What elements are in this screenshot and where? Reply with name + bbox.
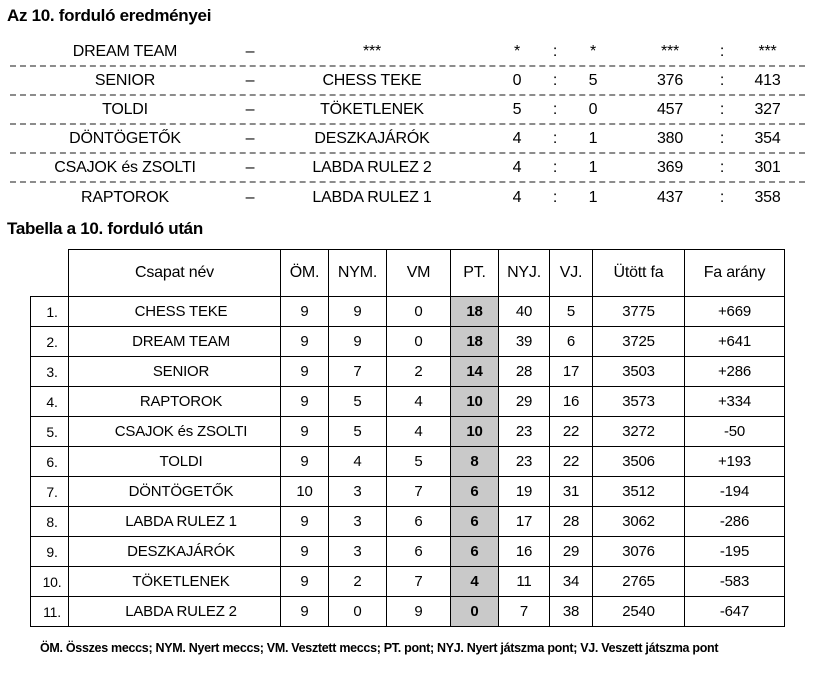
om-cell: 9 [281,357,329,387]
standings-row [31,327,785,357]
away-pins: 413 [754,71,781,89]
fa-arany-cell: -194 [685,477,785,507]
corner-cell [31,250,69,297]
column-header-vj: VJ. [550,250,593,297]
standings-title: Tabella a 10. forduló után [7,219,203,238]
pt-cell: 10 [451,387,499,417]
utott-fa-cell: 3512 [593,477,685,507]
nyj-cell: 23 [499,417,550,447]
vm-cell: 6 [387,537,451,567]
vm-cell: 6 [387,507,451,537]
om-cell: 9 [281,297,329,327]
result-row [10,183,805,212]
results-table [10,38,805,212]
fa-arany-cell: +669 [685,297,785,327]
team-name-cell: CHESS TEKE [69,297,281,327]
utott-fa-cell: 3503 [593,357,685,387]
standings-row [31,567,785,597]
pins-colon: : [719,71,725,89]
versus-dash: – [245,100,255,118]
om-cell: 9 [281,327,329,357]
utott-fa-cell: 3076 [593,537,685,567]
result-away-team: LABDA RULEZ 2 [312,158,432,176]
vj-cell: 17 [550,357,593,387]
nym-cell: 3 [329,537,387,567]
rank-cell: 11. [31,597,69,627]
away-points: 1 [588,158,598,176]
pins-colon: : [719,42,725,60]
result-home-team: TOLDI [102,100,148,118]
standings-row [31,447,785,477]
home-points: 4 [512,188,522,206]
home-pins: 437 [656,188,684,206]
pt-cell: 6 [451,507,499,537]
nym-cell: 0 [329,597,387,627]
vj-cell: 34 [550,567,593,597]
vj-cell: 5 [550,297,593,327]
team-name-cell: TÖKETLENEK [69,567,281,597]
away-points: 1 [588,129,598,147]
fa-arany-cell: -50 [685,417,785,447]
vm-cell: 0 [387,327,451,357]
vm-cell: 4 [387,417,451,447]
vj-cell: 29 [550,537,593,567]
nyj-cell: 28 [499,357,550,387]
pt-cell: 0 [451,597,499,627]
nym-cell: 9 [329,327,387,357]
nym-cell: 2 [329,567,387,597]
team-name-cell: DÖNTÖGETŐK [69,477,281,507]
result-home-team: SENIOR [94,71,156,89]
column-header-nym: NYM. [329,250,387,297]
versus-dash: – [245,129,255,147]
standings-body [31,297,785,627]
result-row [10,154,805,183]
home-points: 5 [512,100,522,118]
home-points: 4 [512,129,522,147]
utott-fa-cell: 3272 [593,417,685,447]
pt-cell: 4 [451,567,499,597]
versus-dash: – [245,188,255,206]
pt-cell: 10 [451,417,499,447]
utott-fa-cell: 2765 [593,567,685,597]
nym-cell: 3 [329,507,387,537]
om-cell: 9 [281,597,329,627]
fa-arany-cell: +286 [685,357,785,387]
rank-cell: 6. [31,447,69,477]
team-name-cell: RAPTOROK [69,387,281,417]
nyj-cell: 23 [499,447,550,477]
column-header-team: Csapat név [69,250,281,297]
home-points: 4 [512,158,522,176]
team-name-cell: DREAM TEAM [69,327,281,357]
result-away-team: CHESS TEKE [322,71,422,89]
pins-colon: : [719,129,725,147]
vj-cell: 22 [550,417,593,447]
away-pins: 301 [754,158,781,176]
pt-cell: 18 [451,297,499,327]
column-header-vm: VM [387,250,451,297]
pins-colon: : [719,100,725,118]
result-row [10,67,805,96]
team-name-cell: LABDA RULEZ 2 [69,597,281,627]
vm-cell: 9 [387,597,451,627]
vm-cell: 5 [387,447,451,477]
away-points: * [589,42,597,60]
away-pins: 354 [754,129,781,147]
pt-cell: 18 [451,327,499,357]
column-header-utott-fa: Ütött fa [593,250,685,297]
result-home-team: CSAJOK és ZSOLTI [54,158,196,176]
points-colon: : [552,71,558,89]
standings-row [31,597,785,627]
team-name-cell: SENIOR [69,357,281,387]
vj-cell: 28 [550,507,593,537]
utott-fa-cell: 3506 [593,447,685,477]
versus-dash: – [245,42,255,60]
pins-colon: : [719,158,725,176]
pt-cell: 14 [451,357,499,387]
standings-row [31,417,785,447]
vm-cell: 7 [387,477,451,507]
nym-cell: 5 [329,387,387,417]
standings-row [31,357,785,387]
team-name-cell: DESZKAJÁRÓK [69,537,281,567]
rank-cell: 1. [31,297,69,327]
rank-cell: 8. [31,507,69,537]
column-header-om: ÖM. [281,250,329,297]
home-points: 0 [512,71,522,89]
points-colon: : [552,129,558,147]
home-pins: *** [660,42,680,60]
nym-cell: 5 [329,417,387,447]
standings-table [30,249,785,627]
nyj-cell: 29 [499,387,550,417]
team-name-cell: CSAJOK és ZSOLTI [69,417,281,447]
away-pins: 327 [754,100,781,118]
away-pins: 358 [754,188,781,206]
utott-fa-cell: 2540 [593,597,685,627]
result-away-team: LABDA RULEZ 1 [312,188,432,206]
column-header-nyj: NYJ. [499,250,550,297]
vm-cell: 2 [387,357,451,387]
fa-arany-cell: -647 [685,597,785,627]
rank-cell: 7. [31,477,69,507]
nyj-cell: 7 [499,597,550,627]
away-points: 1 [588,188,598,206]
utott-fa-cell: 3725 [593,327,685,357]
nym-cell: 7 [329,357,387,387]
result-away-team: TÖKETLENEK [320,100,424,118]
points-colon: : [552,158,558,176]
column-header-pt: PT. [451,250,499,297]
home-pins: 457 [656,100,684,118]
vj-cell: 31 [550,477,593,507]
om-cell: 9 [281,507,329,537]
fa-arany-cell: -195 [685,537,785,567]
pt-cell: 6 [451,537,499,567]
standings-row [31,507,785,537]
vj-cell: 16 [550,387,593,417]
points-colon: : [552,100,558,118]
pins-colon: : [719,188,725,206]
pt-cell: 8 [451,447,499,477]
rank-cell: 3. [31,357,69,387]
page [0,6,815,655]
standings-row [31,387,785,417]
rank-cell: 2. [31,327,69,357]
vj-cell: 38 [550,597,593,627]
points-colon: : [552,188,558,206]
fa-arany-cell: +641 [685,327,785,357]
om-cell: 9 [281,417,329,447]
nym-cell: 9 [329,297,387,327]
fa-arany-cell: -286 [685,507,785,537]
points-colon: : [552,42,558,60]
rank-cell: 5. [31,417,69,447]
result-row [10,125,805,154]
away-points: 5 [588,71,598,89]
vm-cell: 4 [387,387,451,417]
home-pins: 376 [656,71,684,89]
home-pins: 369 [656,158,684,176]
home-pins: 380 [656,129,684,147]
result-home-team: DREAM TEAM [72,42,178,60]
away-points: 0 [588,100,598,118]
standings-row [31,537,785,567]
nyj-cell: 19 [499,477,550,507]
team-name-cell: LABDA RULEZ 1 [69,507,281,537]
om-cell: 9 [281,387,329,417]
home-points: * [513,42,521,60]
standings-row [31,477,785,507]
results-title: Az 10. forduló eredményei [7,6,212,25]
result-home-team: DÖNTÖGETŐK [69,129,181,147]
nyj-cell: 11 [499,567,550,597]
result-away-team: *** [362,42,382,60]
utott-fa-cell: 3775 [593,297,685,327]
utott-fa-cell: 3062 [593,507,685,537]
fa-arany-cell: +193 [685,447,785,477]
nyj-cell: 40 [499,297,550,327]
result-row [10,38,805,67]
utott-fa-cell: 3573 [593,387,685,417]
om-cell: 9 [281,567,329,597]
rank-cell: 4. [31,387,69,417]
standings-header-row [31,250,785,297]
nyj-cell: 17 [499,507,550,537]
vm-cell: 0 [387,297,451,327]
away-pins: *** [758,42,777,60]
versus-dash: – [245,71,255,89]
pt-cell: 6 [451,477,499,507]
column-header-fa-arany: Fa arány [685,250,785,297]
nym-cell: 4 [329,447,387,477]
standings-row [31,297,785,327]
om-cell: 9 [281,447,329,477]
nyj-cell: 39 [499,327,550,357]
om-cell: 9 [281,537,329,567]
vj-cell: 6 [550,327,593,357]
vm-cell: 7 [387,567,451,597]
rank-cell: 10. [31,567,69,597]
rank-cell: 9. [31,537,69,567]
result-home-team: RAPTOROK [81,188,169,206]
legend-text: ÖM. Összes meccs; NYM. Nyert meccs; VM. Vesztett meccs; PT. pont; NYJ. Nyert játszma pont; VJ. Veszett játszma pont [40,641,719,655]
nym-cell: 3 [329,477,387,507]
fa-arany-cell: +334 [685,387,785,417]
fa-arany-cell: -583 [685,567,785,597]
result-row [10,96,805,125]
team-name-cell: TOLDI [69,447,281,477]
result-away-team: DESZKAJÁRÓK [314,129,430,147]
vj-cell: 22 [550,447,593,477]
om-cell: 10 [281,477,329,507]
nyj-cell: 16 [499,537,550,567]
versus-dash: – [245,158,255,176]
